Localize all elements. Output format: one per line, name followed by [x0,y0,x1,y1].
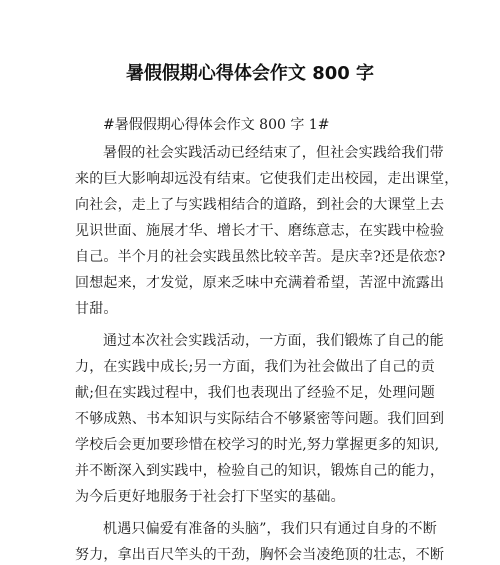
paragraph-line: 甘甜。 [75,301,118,317]
paragraph-line: 学校后会更加要珍惜在校学习的时光,努力掌握更多的知识, [75,437,440,453]
paragraph-line: 见识世面、施展才华、增长才干、磨练意志，在实践中检验 [75,223,445,239]
paragraph-line: 不够成熟、书本知识与实际结合不够紧密等问题。我们回到 [75,411,445,427]
paragraph-line: 机遇只偏爱有准备的头脑”，我们只有通过自身的不断 [103,521,437,537]
paragraph-line: 为今后更好地服务于社会打下坚实的基础。 [75,489,345,505]
paragraph-line: 献;但在实践过程中，我们也表现出了经验不足，处理问题 [75,385,435,401]
paragraph-line: 通过本次社会实践活动，一方面，我们锻炼了自己的能 [103,333,444,349]
paragraph-line: 向社会，走上了与实践相结合的道路，到社会的大课堂上去 [75,197,445,213]
section-heading: #暑假假期心得体会作文 800 字 1# [103,117,330,133]
paragraph-line: 暑假的社会实践活动已经结束了，但社会实践给我们带 [103,145,444,161]
paragraph-line: 自己。半个月的社会实践虽然比较辛苦。是庆幸?还是依恋? [75,249,446,265]
paragraph-line: 回想起来，才发觉，原来乏味中充满着希望，苦涩中流露出 [75,275,445,291]
paragraph-line: 力，在实践中成长;另一方面，我们为社会做出了自己的贡 [75,359,435,375]
paragraph-line: 来的巨大影响却远没有结束。它使我们走出校园，走出课堂， [75,171,459,187]
paragraph-line: 努力，拿出百尺竿头的干劲，胸怀会当凌绝顶的壮志，不断 [75,547,445,563]
document-title: 暑假假期心得体会作文 800 字 [125,63,375,84]
paragraph-line: 并不断深入到实践中，检验自己的知识，锻炼自己的能力， [75,463,445,479]
